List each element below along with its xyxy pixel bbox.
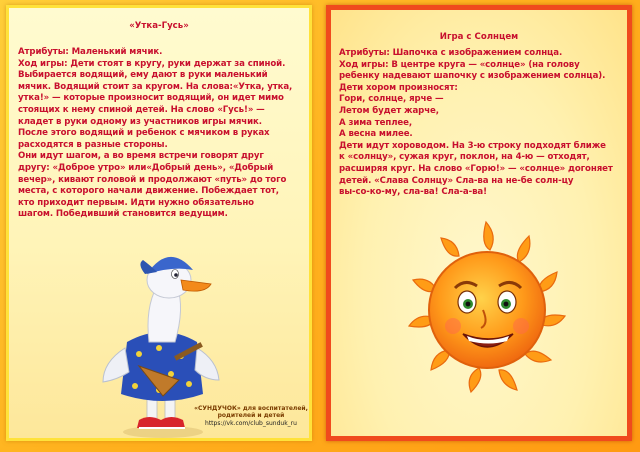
right-line: Дети хором произносят: [339, 82, 458, 93]
left-line: Ход игры: Дети стоят в кругу, руки держат за спиной. [18, 58, 286, 69]
left-line: стоящих к нему спиной детей. На слово «Гусь!» — [18, 104, 265, 115]
credits-url[interactable]: https://vk.com/club_sunduk_ru [205, 419, 297, 427]
left-card-title: «Утка-Гусь» [129, 21, 189, 31]
left-card-uttka-gus [6, 5, 312, 441]
left-line: Они идут шагом, а во время встречи говорят друг [18, 151, 264, 162]
left-line: мячик. Водящий стоит за кругом. На слова:«Утка, утка, [18, 81, 293, 92]
right-card-text [339, 48, 631, 199]
left-line: вечер», кивают головой и продолжают «путь» до того [18, 174, 287, 185]
right-line: А весна милее. [339, 129, 413, 140]
left-card-text [18, 47, 308, 221]
right-line: Атрибуты: Шапочка с изображением солнца. [339, 48, 563, 58]
left-line: другу: «Доброе утро» или«Добрый день», «Добрый [18, 162, 274, 173]
right-line: Летом будет жарче, [339, 105, 439, 116]
left-line: утка!» — которые произносит водящий, он идет мимо [18, 93, 284, 104]
left-line: кладет в руки одному из участников игры мячик. [18, 116, 262, 127]
right-card-title: Игра с Солнцем [439, 32, 519, 42]
left-line: Выбирается водящий, ему дают в руки маленький [18, 70, 268, 81]
sun-illustration [401, 214, 571, 404]
right-line: Дети идут хороводом. На 3-ю строку подходят ближе [339, 140, 606, 151]
left-line: места, с которого начали движение. Побеждает тот, [18, 186, 279, 197]
credits-line: «СУНДУЧОК» для воспитателей, [194, 405, 308, 412]
right-card-igra-s-solntsem [326, 5, 632, 441]
right-line: расширяя круг. На слово «Горю!» — «солнце» догоняет [339, 163, 613, 174]
right-line: Гори, солнце, ярче — [339, 94, 444, 105]
right-line: А зима теплее, [339, 117, 413, 128]
right-line: вы-со-ко-му, сла-ва! Сла-а-ва! [339, 187, 487, 198]
left-line: Атрибуты: Маленький мячик. [18, 47, 163, 57]
right-line: Ход игры: В центре круга — «солнце» (на голову [339, 59, 580, 70]
left-line: кто приходит первым. Идти нужно обязательно [18, 197, 254, 208]
credits-line: родителей и детей [217, 412, 285, 420]
left-line: шагом. Победивший становится ведущим. [18, 209, 228, 220]
right-line: детей. «Слава Солнцу» Сла-ва на не-бе солн-цу [339, 175, 574, 186]
right-line: к «солнцу», сужая круг, поклон, на 4-ю — отходят, [339, 152, 590, 163]
credits-block [187, 405, 315, 427]
right-line: ребенку надевают шапочку с изображением солнца). [339, 71, 606, 82]
left-line: расходятся в разные стороны. [18, 139, 168, 150]
left-line: После этого водящий и ребенок с мячиком в руках [18, 128, 270, 139]
